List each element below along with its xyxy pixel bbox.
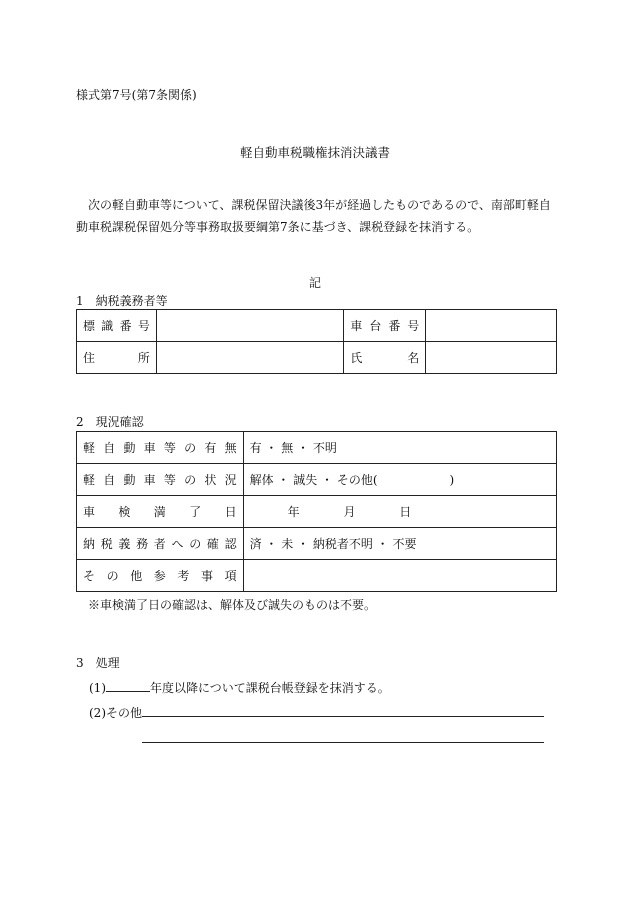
status-table — [76, 431, 557, 592]
item1-text: 年度以降について課税台帳登録を抹消する。 — [150, 681, 390, 695]
label-vehicle-condition: 軽自動車等の状況 — [77, 464, 244, 496]
process-item-1 — [89, 679, 390, 696]
table-row — [77, 528, 557, 560]
body-text: 次の軽自動車等について、課税保留決議後3年が経過したものであるので、南部町軽自動車税課税保留処分等事務取扱要綱第7条に基づき、課税登録を抹消する。 — [76, 198, 551, 234]
table-row — [77, 496, 557, 528]
item1-prefix: (1) — [89, 681, 106, 695]
label-taxpayer-confirmation: 納税義務者への確認 — [77, 528, 244, 560]
label-plate-number: 標識番号 — [77, 310, 157, 342]
chassis-number-field[interactable] — [426, 310, 557, 342]
year-unit: 年 — [287, 505, 300, 519]
taxpayer-table — [76, 309, 557, 374]
other-blank-line-2[interactable] — [142, 742, 544, 743]
address-field[interactable] — [156, 342, 344, 374]
section1-heading: 1 納税義務者等 — [76, 294, 168, 308]
section2-heading: 2 現況確認 — [76, 415, 144, 429]
table-row — [77, 342, 557, 374]
table-row — [77, 432, 557, 464]
vehicle-presence-options[interactable]: 有 ・ 無 ・ 不明 — [243, 432, 556, 464]
label-other-notes: その他参考事項 — [77, 560, 244, 592]
inspection-expiry-field[interactable] — [243, 496, 556, 528]
form-id: 様式第7号(第7条関係) — [76, 88, 197, 102]
document-title: 軽自動車税職権抹消決議書 — [239, 145, 390, 160]
taxpayer-confirmation-options[interactable]: 済 ・ 未 ・ 納税者不明 ・ 不要 — [243, 528, 556, 560]
fiscal-year-blank[interactable] — [106, 679, 150, 692]
other-notes-field[interactable] — [243, 560, 556, 592]
label-inspection-expiry: 車検満了日 — [77, 496, 244, 528]
name-field[interactable] — [426, 342, 557, 374]
label-chassis-number: 車台番号 — [344, 310, 426, 342]
section3-heading: 3 処理 — [76, 656, 120, 670]
ki-marker: 記 — [308, 276, 321, 290]
inspection-note: ※車検満了日の確認は、解体及び誠失のものは不要。 — [88, 598, 377, 612]
process-item-2 — [89, 704, 142, 721]
label-address: 住所 — [77, 342, 157, 374]
plate-number-field[interactable] — [156, 310, 344, 342]
label-name: 氏名 — [344, 342, 426, 374]
table-row — [77, 310, 557, 342]
table-row — [77, 464, 557, 496]
other-blank-line-1[interactable] — [142, 716, 544, 717]
label-vehicle-presence: 軽自動車等の有無 — [77, 432, 244, 464]
table-row — [77, 560, 557, 592]
day-unit: 日 — [399, 505, 412, 519]
item2-text: (2)その他 — [89, 706, 142, 720]
month-unit: 月 — [343, 505, 356, 519]
vehicle-condition-options[interactable]: 解体 ・ 誠失 ・ その他( ) — [243, 464, 556, 496]
